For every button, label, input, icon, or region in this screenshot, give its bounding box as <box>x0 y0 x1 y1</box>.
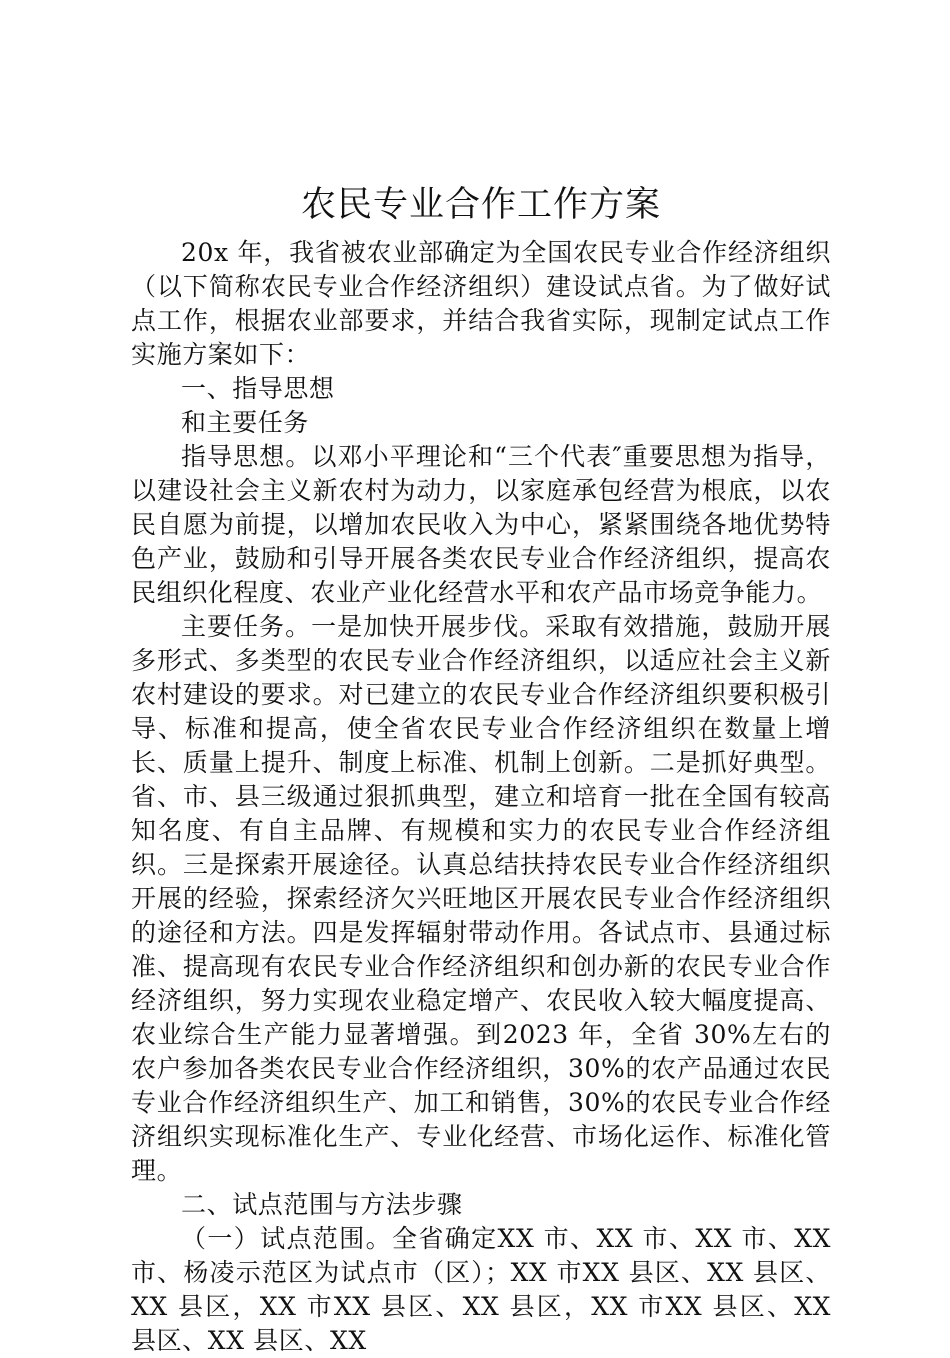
section-heading-main-tasks: 和主要任务 <box>181 408 310 437</box>
intro-paragraph: 20x 年，我省被农业部确定为全国农民专业合作经济组织（以下简称农民专业合作经济组织）建设试点省。为了做好试点工作，根据农业部要求，并结合我省实际，现制定试点工作实施方案如下： <box>131 238 831 369</box>
guiding-thought-paragraph: 指导思想。以邓小平理论和“三个代表″重要思想为指导，以建设社会主义新农村为动力，以家庭承包经营为根底，以农民自愿为前提，以增加农民收入为中心，紧紧围绕各地优势特色产业，鼓励和引导开展各类农民专业合作经济组织，提高农民组织化程度、农业产业化经营水平和农产品市场竞争能力。 <box>131 442 831 607</box>
document-title: 农民专业合作工作方案 <box>300 185 661 225</box>
section-heading-guiding-thought: 一、指导思想 <box>181 374 335 403</box>
section-heading-pilot-scope: 二、试点范围与方法步骤 <box>181 1190 463 1219</box>
document-page <box>131 176 831 1358</box>
main-tasks-paragraph: 主要任务。一是加快开展步伐。采取有效措施，鼓励开展多形式、多类型的农民专业合作经济组织，以适应社会主义新农村建设的要求。对已建立的农民专业合作经济组织要积极引导、标准和提高，使全省农民专业合作经济组织在数量上增长、质量上提升、制度上标准、机制上创新。二是抓好典型。省、市、县三级通过狠抓典型，建立和培育一批在全国有较高知名度、有自主品牌、有规模和实力的农民专业合作经济组织。三是探索开展途径。认真总结扶持农民专业合作经济组织开展的经验，探索经济欠兴旺地区开展农民专业合作经济组织的途径和方法。四是发挥辐射带动作用。各试点市、县通过标准、提高现有农民专业合作经济组织和创办新的农民专业合作经济组织，努力实现农业稳定增产、农民收入较大幅度提高、农业综合生产能力显著增强。到2023 年，全省 30%左右的农户参加各类农民专业合作经济组织，30%的农产品通过农民专业合作经济组织生产、加工和销售，30%的农民专业合作经济组织实现标准化生产、专业化经营、市场化运作、标准化管理。 <box>131 612 831 1185</box>
document-body <box>131 236 831 1358</box>
pilot-scope-paragraph: （一）试点范围。全省确定XX 市、XX 市、XX 市、XX 市、杨凌示范区为试点市（区）；XX 市XX 县区、XX 县区、XX 县区，XX 市XX 县区、XX 县区，XX 市XX 县区、XX 县区、XX 县区、XX <box>131 1224 831 1355</box>
